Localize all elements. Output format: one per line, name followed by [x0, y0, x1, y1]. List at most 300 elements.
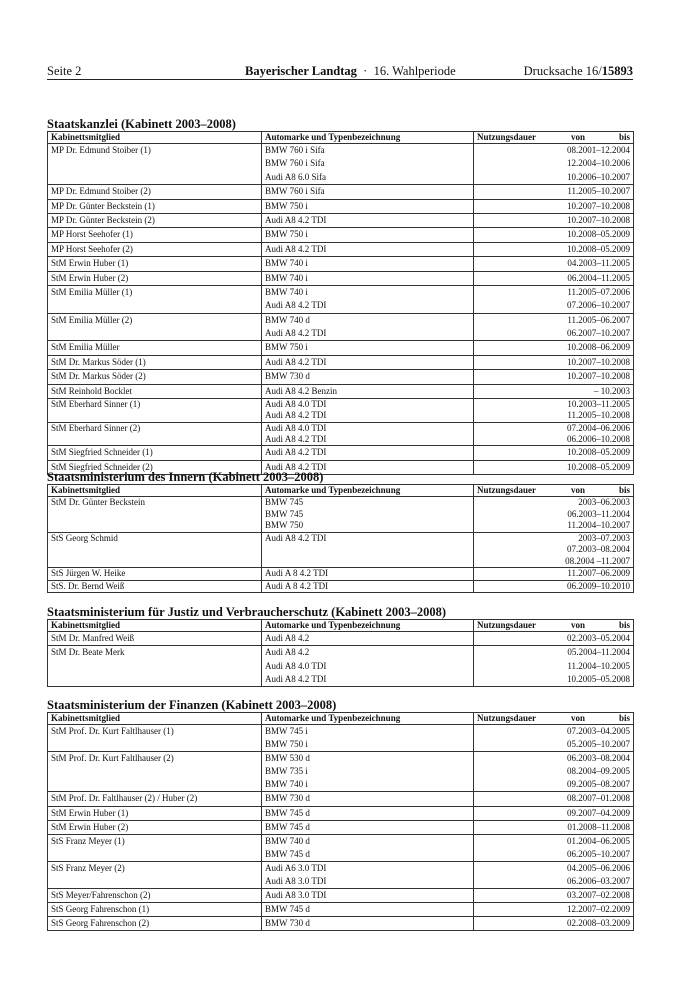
table-row: [48, 185, 634, 199]
car-model: Audi A8 4.2 TDI: [265, 328, 327, 339]
car-cell: [262, 806, 474, 820]
car-model: [265, 556, 470, 568]
member-cell: [48, 257, 262, 271]
col-header-car: Automarke und Typenbezeichnung: [262, 620, 474, 632]
member-cell: [48, 213, 262, 227]
usage-period: 06.2009–10.2010: [567, 580, 630, 591]
col-header-to: bis: [618, 132, 630, 142]
usage-period: 11.2005–06.2007: [567, 314, 630, 325]
usage-period: 11.2005–10.2008: [567, 410, 630, 421]
col-header-from: von: [571, 620, 586, 630]
car-model: BMW 740 d: [265, 314, 310, 325]
usage-period: 03.2007–02.2008: [567, 890, 630, 901]
col-header-usage-label: Nutzungsdauer: [477, 132, 537, 142]
car-cell: [262, 861, 474, 888]
car-model: BMW 750 i: [265, 200, 308, 211]
table-row: [48, 889, 634, 903]
usage-cell: [474, 384, 634, 398]
col-header-car: Automarke und Typenbezeichnung: [262, 132, 474, 144]
table-row: [48, 820, 634, 834]
car-cell: [262, 580, 474, 593]
usage-cell: [474, 632, 634, 646]
col-header-from: von: [571, 713, 586, 723]
car-model: Audi A8 3.0 TDI: [265, 876, 327, 887]
usage-period: 06.2007–10.2007: [567, 328, 630, 339]
member-name: StM Emilia Müller: [51, 342, 120, 353]
table-header-row: [48, 132, 634, 144]
car-model: BMW 745 d: [265, 821, 310, 832]
member-name: StS Franz Meyer (1): [51, 835, 125, 846]
usage-cell: [474, 285, 634, 313]
car-cell: [262, 242, 474, 256]
usage-cell: [474, 185, 634, 199]
table-row: [48, 497, 634, 533]
car-cell: [262, 213, 474, 227]
member-name: StM Erwin Huber (2): [51, 821, 129, 832]
car-model: Audi A 8 4.2 TDI: [265, 568, 329, 578]
car-model: BMW 750 i: [265, 229, 308, 240]
table-row: [48, 752, 634, 792]
member-cell: [48, 806, 262, 820]
usage-period: 08.2004–09.2005: [567, 766, 630, 777]
member-name: StM Emilia Müller (2): [51, 314, 133, 325]
member-name: MP Dr. Edmund Stoiber (2): [51, 186, 151, 197]
table-row: [48, 199, 634, 213]
usage-period: 05.2005–10.2007: [567, 739, 630, 750]
member-cell: [48, 242, 262, 256]
page-number: Seite 2: [47, 64, 82, 78]
usage-period: 11.2007–06.2009: [567, 568, 630, 578]
car-cell: [262, 341, 474, 355]
car-cell: [262, 285, 474, 313]
car-cell: [262, 497, 474, 533]
usage-period: 11.2005–07.2006: [567, 286, 630, 297]
car-cell: [262, 752, 474, 792]
usage-cell: [474, 213, 634, 227]
car-cell: [262, 384, 474, 398]
member-name: MP Dr. Edmund Stoiber (1): [51, 145, 151, 155]
member-name: StM Prof. Dr. Kurt Faltlhauser (1): [51, 726, 174, 736]
member-cell: [48, 725, 262, 752]
usage-period: 11.2004–10.2005: [567, 660, 630, 671]
usage-period: 10.2007–10.2008: [567, 214, 630, 225]
car-cell: [262, 228, 474, 242]
member-cell: [48, 228, 262, 242]
car-model: Audi A8 4.2 TDI: [265, 300, 327, 311]
section-title: Staatsministerium der Finanzen (Kabinett 2003–2008): [47, 698, 337, 712]
car-model: Audi A8 4.2 TDI: [265, 214, 327, 225]
usage-cell: [474, 446, 634, 460]
usage-cell: [474, 834, 634, 861]
usage-period: 02.2003–05.2004: [567, 633, 630, 643]
col-header-usage-label: Nutzungsdauer: [477, 620, 537, 630]
member-cell: [48, 917, 262, 931]
table-row: [48, 446, 634, 460]
usage-cell: [474, 370, 634, 384]
car-model: Audi A8 3.0 TDI: [265, 890, 327, 901]
table-row: [48, 568, 634, 581]
usage-cell: [474, 580, 634, 593]
car-cell: [262, 313, 474, 341]
usage-cell: [474, 646, 634, 687]
table-header-row: [48, 620, 634, 632]
member-name: StS Jürgen W. Heike: [51, 568, 126, 578]
col-header-usage-label: Nutzungsdauer: [477, 485, 537, 495]
table-row: [48, 228, 634, 242]
car-model: Audi A8 4.2 TDI: [265, 243, 327, 254]
member-cell: [48, 144, 262, 185]
member-name: StM Erwin Huber (1): [51, 807, 129, 818]
member-name: StM Siegfried Schneider (2): [51, 461, 153, 472]
table-row: [48, 355, 634, 369]
member-cell: [48, 285, 262, 313]
vehicle-table: [47, 712, 634, 931]
car-model: Audi A6 3.0 TDI: [265, 862, 327, 873]
header-separator: ·: [363, 64, 368, 78]
usage-period: 08.2004 –11.2007: [565, 555, 630, 566]
usage-period: 10.2008–05.2009: [567, 447, 630, 458]
usage-cell: [474, 228, 634, 242]
usage-period: 10.2006–10.2007: [567, 171, 630, 182]
usage-period: 06.2005–10.2007: [567, 848, 630, 859]
usage-cell: [474, 355, 634, 369]
member-name: StS Meyer/Fahrenschon (2): [51, 890, 151, 901]
member-name: StM Prof. Dr. Faltlhauser (2) / Huber (2): [51, 793, 198, 804]
car-cell: [262, 646, 474, 687]
car-cell: [262, 820, 474, 834]
car-model: BMW 735 i: [265, 766, 308, 777]
member-cell: [48, 185, 262, 199]
car-model: Audi A 8 4.2 TDI: [265, 580, 329, 591]
member-cell: [48, 313, 262, 341]
member-cell: [48, 568, 262, 581]
usage-period: 01.2008–11.2008: [567, 821, 630, 832]
usage-period: 05.2004–11.2004: [567, 647, 630, 658]
table-row: [48, 213, 634, 227]
section-title: Staatsministerium für Justiz und Verbraucherschutz (Kabinett 2003–2008): [47, 605, 447, 619]
car-cell: [262, 370, 474, 384]
car-model: BMW 740 i: [265, 272, 308, 283]
section-finanzen: [47, 698, 633, 931]
car-model: Audi A8 4.2 TDI: [265, 532, 327, 543]
usage-cell: [474, 820, 634, 834]
usage-period: 10.2008–05.2009: [567, 229, 630, 240]
car-model: BMW 530 d: [265, 753, 310, 764]
print-reference: [524, 64, 633, 79]
usage-period: 10.2008–06.2009: [567, 342, 630, 353]
usage-period: 10.2007–10.2008: [567, 371, 630, 382]
member-name: StS. Dr. Bernd Weiß: [51, 580, 125, 591]
usage-cell: [474, 242, 634, 256]
print-number: 15893: [601, 64, 633, 78]
car-model: [265, 544, 470, 556]
car-model: Audi A8 4.2 TDI: [265, 461, 327, 472]
usage-cell: [474, 752, 634, 792]
col-header-car: Automarke und Typenbezeichnung: [262, 713, 474, 725]
usage-period: 09.2005–08.2007: [567, 779, 630, 790]
car-model: Audi A8 4.2: [265, 647, 310, 658]
member-name: StS Franz Meyer (2): [51, 862, 125, 873]
usage-cell: [474, 903, 634, 917]
car-model: Audi A8 4.0 TDI: [265, 399, 327, 410]
section-innern: [47, 470, 633, 593]
member-cell: [48, 820, 262, 834]
usage-period: 06.2003–08.2004: [567, 753, 630, 764]
member-name: StM Reinhold Bocklet: [51, 385, 132, 396]
usage-period: 10.2005–05.2008: [567, 673, 630, 684]
table-row: [48, 792, 634, 806]
col-header-car: Automarke und Typenbezeichnung: [262, 485, 474, 497]
usage-period: 07.2006–10.2007: [567, 300, 630, 311]
car-cell: [262, 355, 474, 369]
usage-cell: [474, 861, 634, 888]
col-header-from: von: [571, 132, 586, 142]
member-cell: [48, 903, 262, 917]
car-cell: [262, 257, 474, 271]
member-cell: [48, 446, 262, 460]
member-cell: [48, 889, 262, 903]
car-cell: [262, 185, 474, 199]
car-model: BMW 730 d: [265, 371, 310, 382]
car-model: BMW 740 i: [265, 779, 308, 790]
usage-period: 08.2007–01.2008: [567, 793, 630, 804]
usage-cell: [474, 422, 634, 446]
member-cell: [48, 355, 262, 369]
col-header-usage: [474, 620, 634, 632]
usage-cell: [474, 313, 634, 341]
car-model: BMW 745 d: [265, 904, 310, 915]
car-cell: [262, 917, 474, 931]
car-cell: [262, 632, 474, 646]
usage-period: 10.2008–05.2009: [567, 461, 630, 472]
member-cell: [48, 580, 262, 593]
car-cell: [262, 532, 474, 568]
member-cell: [48, 792, 262, 806]
usage-cell: [474, 144, 634, 185]
usage-cell: [474, 341, 634, 355]
member-name: MP Horst Seehofer (1): [51, 229, 133, 240]
table-row: [48, 271, 634, 285]
car-model: BMW 750 i: [265, 342, 308, 353]
car-model: Audi A8 6.0 Sifa: [265, 171, 327, 182]
usage-period: 10.2007–10.2008: [567, 200, 630, 211]
usage-period: 12.2007–02.2009: [567, 904, 630, 915]
member-name: StS Georg Fahrenschon (2): [51, 918, 150, 929]
usage-period: 01.2004–06.2005: [567, 835, 630, 846]
usage-cell: [474, 792, 634, 806]
usage-period: – 10.2003: [594, 385, 630, 396]
usage-period: 04.2003–11.2005: [567, 258, 630, 269]
car-cell: [262, 903, 474, 917]
car-cell: [262, 725, 474, 752]
car-cell: [262, 889, 474, 903]
parliament-name: Bayerischer Landtag: [245, 64, 357, 78]
member-cell: [48, 370, 262, 384]
car-model: BMW 745 d: [265, 848, 310, 859]
table-row: [48, 422, 634, 446]
table-row: [48, 399, 634, 423]
usage-period: 07.2003–08.2004: [567, 544, 630, 554]
member-name: StM Dr. Markus Söder (2): [51, 371, 146, 382]
table-row: [48, 313, 634, 341]
usage-period: 10.2007–10.2008: [567, 356, 630, 367]
col-header-from: von: [571, 485, 586, 495]
table-row: [48, 285, 634, 313]
col-header-member: Kabinettsmitglied: [48, 132, 262, 144]
section-title: Staatsministerium des Innern (Kabinett 2003–2008): [47, 470, 324, 484]
usage-period: 06.2006–03.2007: [567, 876, 630, 887]
usage-period: 12.2004–10.2006: [567, 158, 630, 169]
section-title: Staatskanzlei (Kabinett 2003–2008): [47, 117, 236, 131]
car-model: Audi A8 4.0 TDI: [265, 422, 327, 433]
car-model: Audi A8 4.2 TDI: [265, 447, 327, 458]
usage-cell: [474, 725, 634, 752]
car-cell: [262, 422, 474, 446]
member-name: StM Siegfried Schneider (1): [51, 447, 153, 458]
col-header-to: bis: [618, 485, 630, 495]
table-row: [48, 341, 634, 355]
print-prefix: Drucksache 16/: [523, 64, 602, 78]
usage-period: 10.2003–11.2005: [567, 399, 630, 410]
member-name: MP Dr. Günter Beckstein (1): [51, 200, 155, 211]
car-model: BMW 745 i: [265, 726, 308, 736]
col-header-to: bis: [618, 713, 630, 723]
car-cell: [262, 199, 474, 213]
table-row: [48, 370, 634, 384]
legislative-period: 16. Wahlperiode: [373, 64, 456, 78]
col-header-usage: [474, 713, 634, 725]
usage-period: 11.2005–10.2007: [567, 186, 630, 197]
col-header-usage: [474, 132, 634, 144]
table-row: [48, 903, 634, 917]
car-cell: [262, 834, 474, 861]
section-justiz: [47, 605, 633, 687]
car-model: BMW 760 i Sifa: [265, 158, 325, 169]
table-row: [48, 532, 634, 568]
car-model: BMW 745 d: [265, 807, 310, 818]
car-model: BMW 745: [265, 508, 304, 519]
section-staatskanzlei: [47, 117, 633, 475]
car-model: BMW 760 i Sifa: [265, 145, 325, 155]
member-cell: [48, 646, 262, 687]
col-header-member: Kabinettsmitglied: [48, 620, 262, 632]
member-name: StM Eberhard Sinner (1): [51, 399, 141, 410]
usage-period: 02.2008–03.2009: [567, 918, 630, 929]
usage-period: 06.2006–10.2008: [567, 433, 630, 444]
car-cell: [262, 446, 474, 460]
usage-period: 07.2004–06.2006: [567, 422, 630, 433]
table-row: [48, 384, 634, 398]
usage-period: 07.2003–04.2005: [567, 726, 630, 736]
member-cell: [48, 532, 262, 568]
car-model: Audi A8 4.2 TDI: [265, 433, 327, 444]
member-name: StM Erwin Huber (2): [51, 272, 129, 283]
member-name: StS Georg Fahrenschon (1): [51, 904, 150, 915]
car-model: BMW 740 i: [265, 286, 308, 297]
usage-cell: [474, 917, 634, 931]
usage-cell: [474, 399, 634, 423]
member-cell: [48, 861, 262, 888]
member-cell: [48, 384, 262, 398]
member-cell: [48, 399, 262, 423]
table-row: [48, 632, 634, 646]
car-model: Audi A8 4.2 TDI: [265, 356, 327, 367]
page-header: [47, 64, 633, 80]
member-cell: [48, 341, 262, 355]
car-cell: [262, 792, 474, 806]
member-cell: [48, 632, 262, 646]
car-model: BMW 745: [265, 497, 304, 507]
usage-cell: [474, 271, 634, 285]
table-row: [48, 646, 634, 687]
table-row: [48, 144, 634, 185]
member-name: StM Dr. Günter Beckstein: [51, 497, 145, 507]
table-row: [48, 806, 634, 820]
usage-cell: [474, 889, 634, 903]
usage-cell: [474, 257, 634, 271]
usage-cell: [474, 199, 634, 213]
member-cell: [48, 752, 262, 792]
member-name: StM Eberhard Sinner (2): [51, 422, 141, 433]
table-row: [48, 834, 634, 861]
car-model: BMW 750 i: [265, 739, 308, 750]
member-name: StM Prof. Dr. Kurt Faltlhauser (2): [51, 753, 174, 764]
car-cell: [262, 568, 474, 581]
member-cell: [48, 497, 262, 533]
table-row: [48, 257, 634, 271]
car-model: BMW 730 d: [265, 918, 310, 929]
col-header-member: Kabinettsmitglied: [48, 485, 262, 497]
table-row: [48, 861, 634, 888]
member-name: MP Horst Seehofer (2): [51, 243, 133, 254]
col-header-to: bis: [618, 620, 630, 630]
table-row: [48, 917, 634, 931]
car-cell: [262, 271, 474, 285]
table-header-row: [48, 485, 634, 497]
table-header-row: [48, 713, 634, 725]
member-cell: [48, 834, 262, 861]
usage-period: 06.2004–11.2005: [567, 272, 630, 283]
usage-cell: [474, 806, 634, 820]
usage-period: 04.2005–06.2006: [567, 862, 630, 873]
car-model: BMW 730 d: [265, 793, 310, 804]
car-model: BMW 740 i: [265, 258, 308, 269]
member-name: StM Erwin Huber (1): [51, 258, 129, 269]
car-cell: [262, 399, 474, 423]
header-title: [245, 64, 456, 79]
usage-cell: [474, 532, 634, 568]
usage-period: 09.2007–04.2009: [567, 807, 630, 818]
vehicle-table: [47, 131, 634, 475]
member-name: StS Georg Schmid: [51, 532, 118, 543]
col-header-member: Kabinettsmitglied: [48, 713, 262, 725]
vehicle-table: [47, 619, 634, 687]
table-row: [48, 242, 634, 256]
col-header-usage: [474, 485, 634, 497]
car-model: BMW 760 i Sifa: [265, 186, 325, 197]
usage-period: 11.2004–10.2007: [567, 520, 630, 530]
car-model: BMW 740 d: [265, 835, 310, 846]
member-name: StM Dr. Manfred Weiß: [51, 633, 135, 643]
usage-period: 06.2003–11.2004: [567, 508, 630, 519]
member-name: StM Emilia Müller (1): [51, 286, 133, 297]
member-cell: [48, 271, 262, 285]
member-name: StM Dr. Beate Merk: [51, 647, 125, 658]
usage-cell: [474, 497, 634, 533]
usage-cell: [474, 568, 634, 581]
car-model: Audi A8 4.2 TDI: [265, 673, 327, 684]
member-name: StM Dr. Markus Söder (1): [51, 356, 146, 367]
